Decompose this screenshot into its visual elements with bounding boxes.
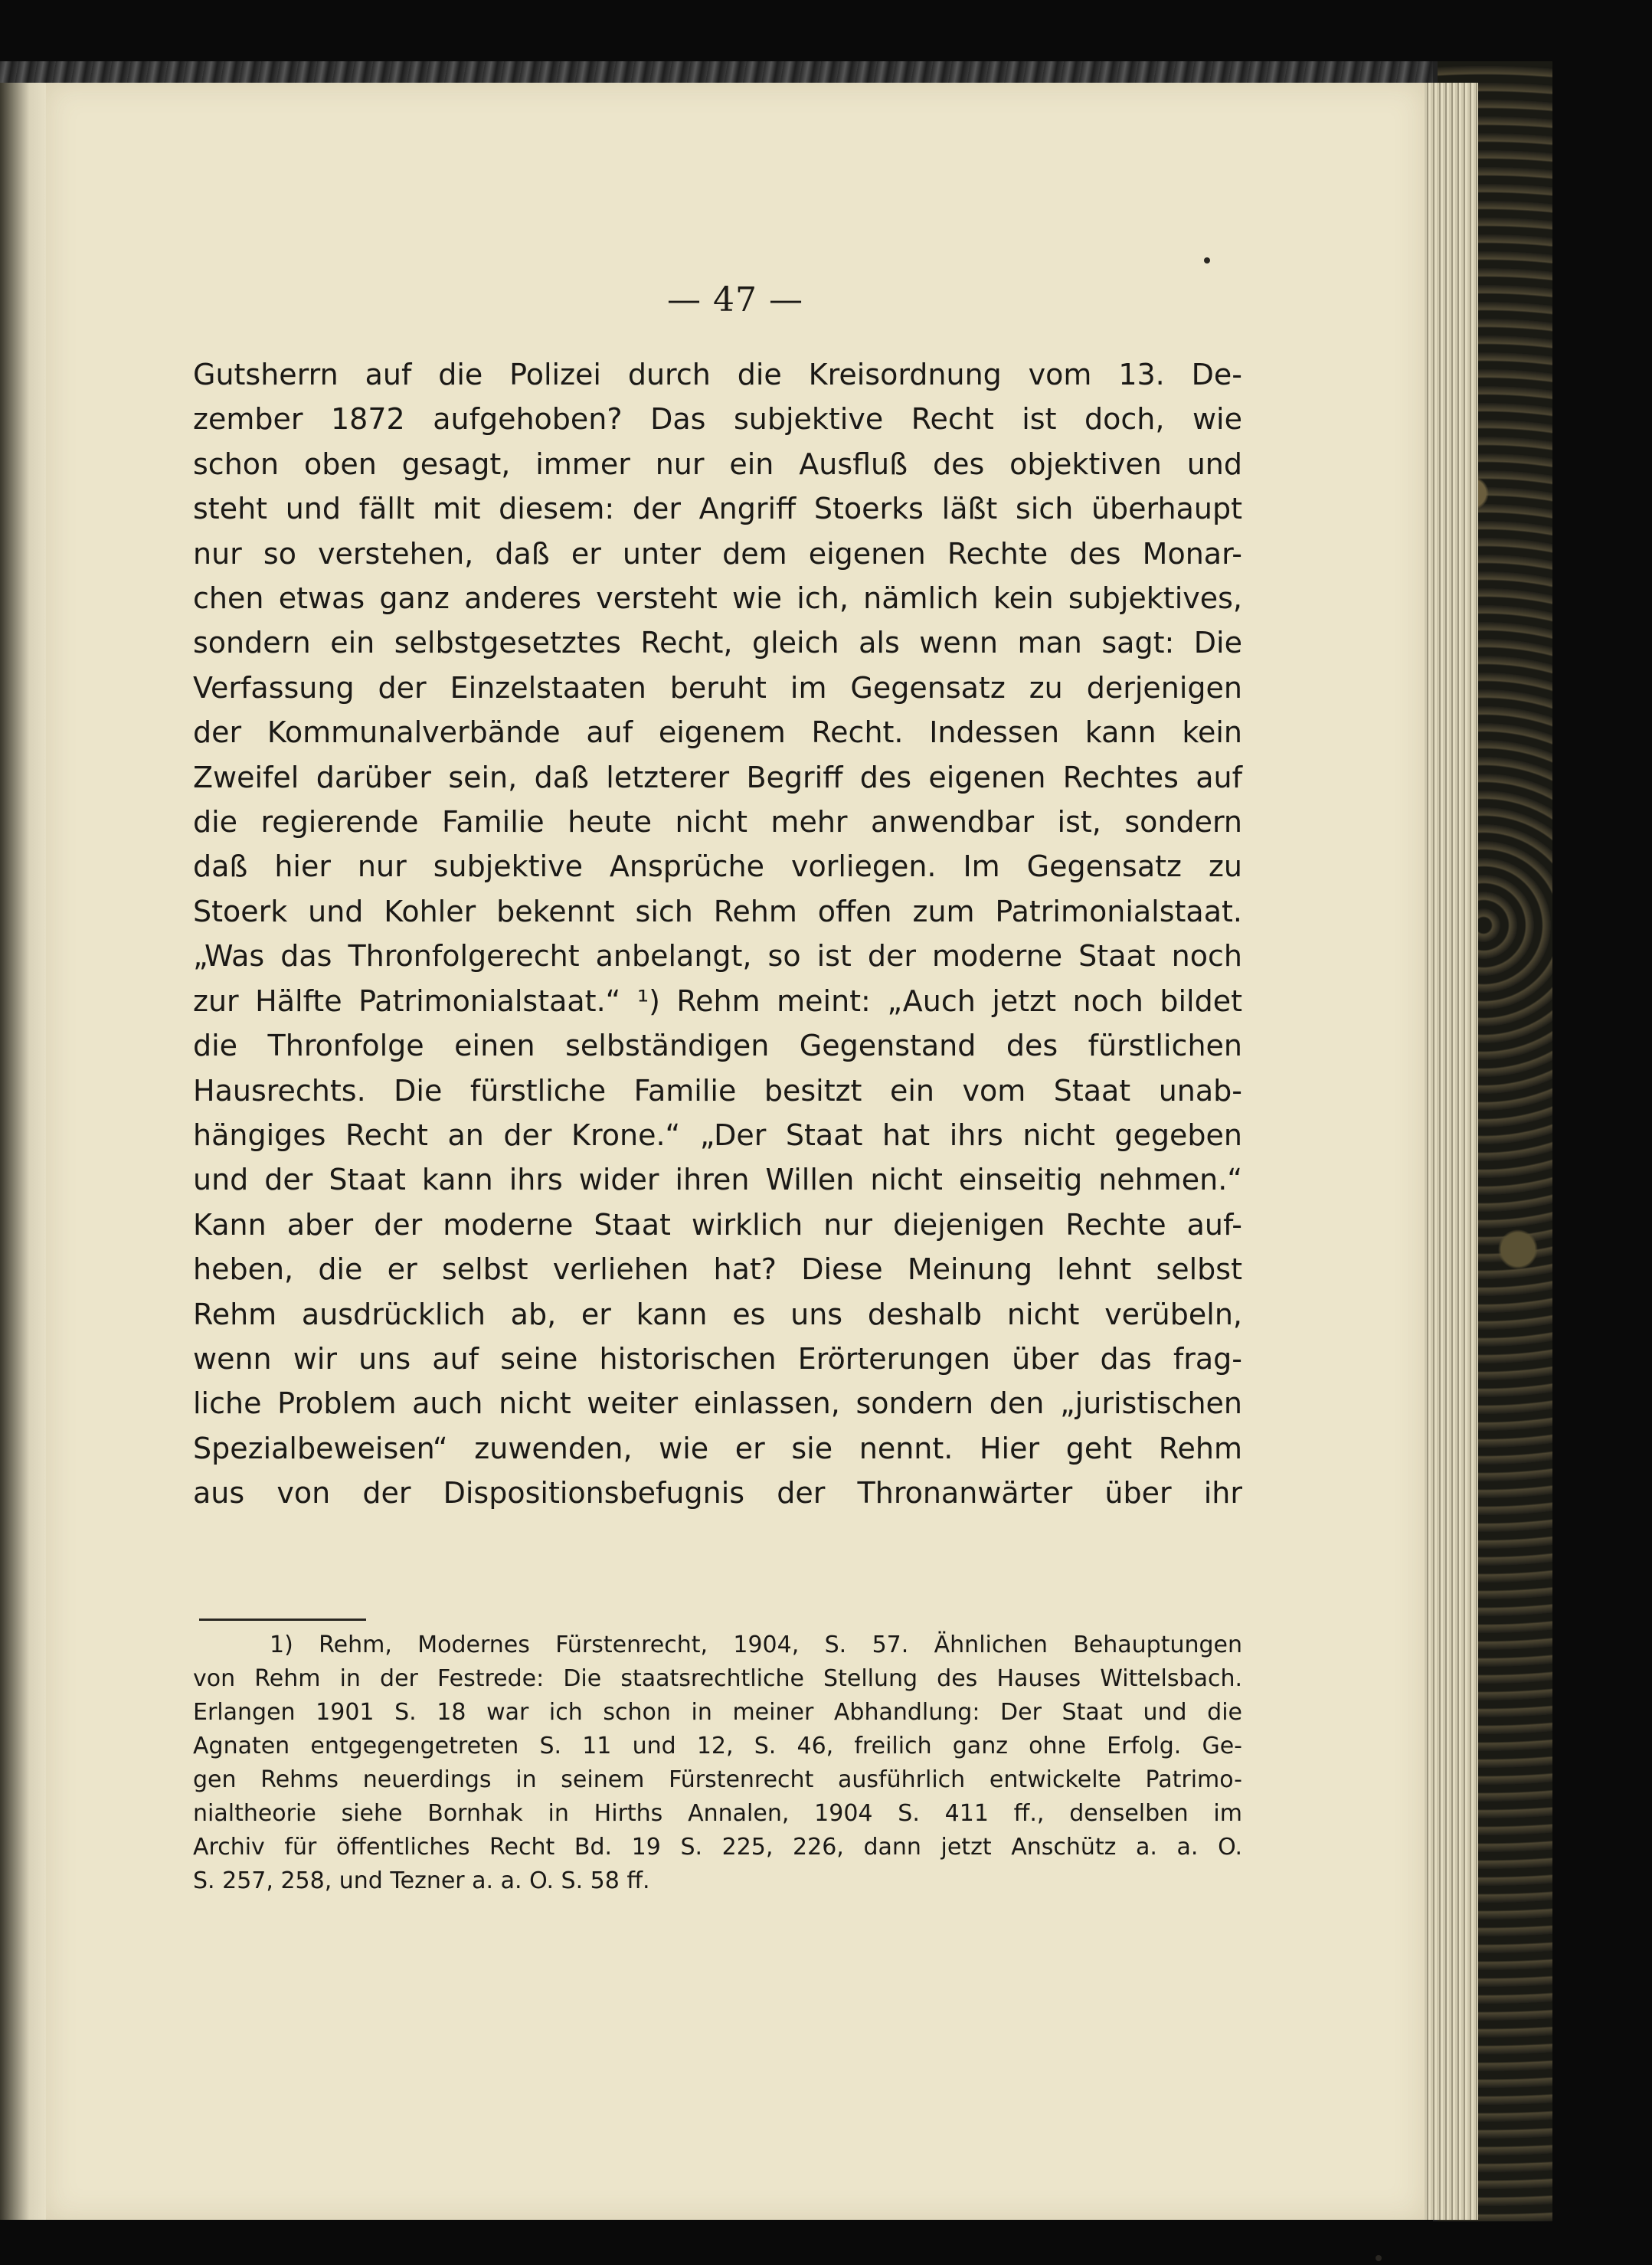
body-line: aus von der Dispositionsbefugnis der Thronanwärter über ihr — [193, 1476, 1242, 1511]
ink-speck — [1376, 2255, 1382, 2261]
body-line: Zweifel darüber sein, daß letzterer Begriff des eigenen Rechtes auf — [193, 760, 1242, 794]
page-stack-edge — [1425, 83, 1478, 2220]
body-line: Spezialbeweisen“ zuwenden, wie er sie nennt. Hier geht Rehm — [193, 1431, 1242, 1465]
body-line: zember 1872 aufgehoben? Das subjektive Recht ist doch, wie — [193, 402, 1242, 437]
book-page — [46, 83, 1425, 2220]
footnotes — [193, 1628, 1242, 1898]
body-line: die Thronfolge einen selbständigen Gegenstand des fürstlichen — [193, 1029, 1242, 1063]
body-line: Stoerk und Kohler bekennt sich Rehm offen zum Patrimonialstaat. — [193, 894, 1242, 928]
body-line: steht und fällt mit diesem: der Angriff Stoerks läßt sich überhaupt — [193, 492, 1242, 526]
footnote-line: nialtheorie siehe Bornhak in Hirths Annalen, 1904 S. 411 ff., denselben im — [193, 1800, 1242, 1827]
body-line: liche Problem auch nicht weiter einlassen, sondern den „juristischen — [193, 1386, 1242, 1421]
footnote-line: von Rehm in der Festrede: Die staatsrechtliche Stellung des Hauses Wittelsbach. — [193, 1665, 1242, 1692]
body-line: der Kommunalverbände auf eigenem Recht. Indessen kann kein — [193, 715, 1242, 750]
footnote-line: 1) Rehm, Modernes Fürstenrecht, 1904, S. 57. Ähnlichen Behauptungen — [270, 1632, 1242, 1658]
footnote-line: S. 257, 258, und Tezner a. a. O. S. 58 ff. — [193, 1867, 650, 1894]
footnote-rule — [199, 1619, 366, 1621]
footnote-line: Archiv für öffentliches Recht Bd. 19 S. 225, 226, dann jetzt Anschütz a. a. O. — [193, 1834, 1242, 1861]
footnote-line: gen Rehms neuerdings in seinem Fürstenrecht ausführlich entwickelte Patrimo- — [193, 1766, 1242, 1793]
body-line: „Was das Thronfolgerecht anbelangt, so ist der moderne Staat noch — [193, 939, 1242, 974]
body-line: zur Hälfte Patrimonialstaat.“ ¹) Rehm meint: „Auch jetzt noch bildet — [193, 984, 1242, 1018]
footnote-line: Erlangen 1901 S. 18 war ich schon in meiner Abhandlung: Der Staat und die — [193, 1699, 1242, 1726]
body-line: Hausrechts. Die fürstliche Familie besitzt ein vom Staat unab- — [193, 1073, 1242, 1108]
body-line: Gutsherrn auf die Polizei durch die Kreisordnung vom 13. De- — [193, 358, 1242, 391]
body-line: heben, die er selbst verliehen hat? Diese Meinung lehnt selbst — [193, 1252, 1242, 1287]
body-line: chen etwas ganz anderes versteht wie ich, nämlich kein subjektives, — [193, 581, 1242, 616]
body-line: schon oben gesagt, immer nur ein Ausfluß des objektiven und — [193, 447, 1242, 481]
page-number: — 47 — — [667, 280, 803, 319]
body-line: Verfassung der Einzelstaaten beruht im Gegensatz zu derjenigen — [193, 670, 1242, 705]
body-line: Kann aber der moderne Staat wirklich nur diejenigen Rechte auf- — [193, 1207, 1242, 1242]
left-page-edge — [0, 83, 49, 2220]
footnote-line: Agnaten entgegengetreten S. 11 und 12, S. 46, freilich ganz ohne Erfolg. Ge- — [193, 1733, 1242, 1759]
body-line: die regierende Familie heute nicht mehr anwendbar ist, sondern — [193, 805, 1242, 840]
body-text — [193, 352, 1242, 1516]
body-line: sondern ein selbstgesetztes Recht, gleich als wenn man sagt: Die — [193, 626, 1242, 660]
body-line: nur so verstehen, daß er unter dem eigenen Rechte des Monar- — [193, 536, 1242, 571]
ink-speck — [1204, 257, 1210, 263]
body-line: daß hier nur subjektive Ansprüche vorliegen. Im Gegensatz zu — [193, 849, 1242, 884]
body-line: hängiges Recht an der Krone.“ „Der Staat hat ihrs nicht gegeben — [193, 1118, 1242, 1152]
body-line: Rehm ausdrücklich ab, er kann es uns deshalb nicht verübeln, — [193, 1297, 1242, 1331]
body-line: wenn wir uns auf seine historischen Erörterungen über das frag- — [193, 1341, 1242, 1376]
body-line: und der Staat kann ihrs wider ihren Willen nicht einseitig nehmen.“ — [193, 1163, 1242, 1197]
